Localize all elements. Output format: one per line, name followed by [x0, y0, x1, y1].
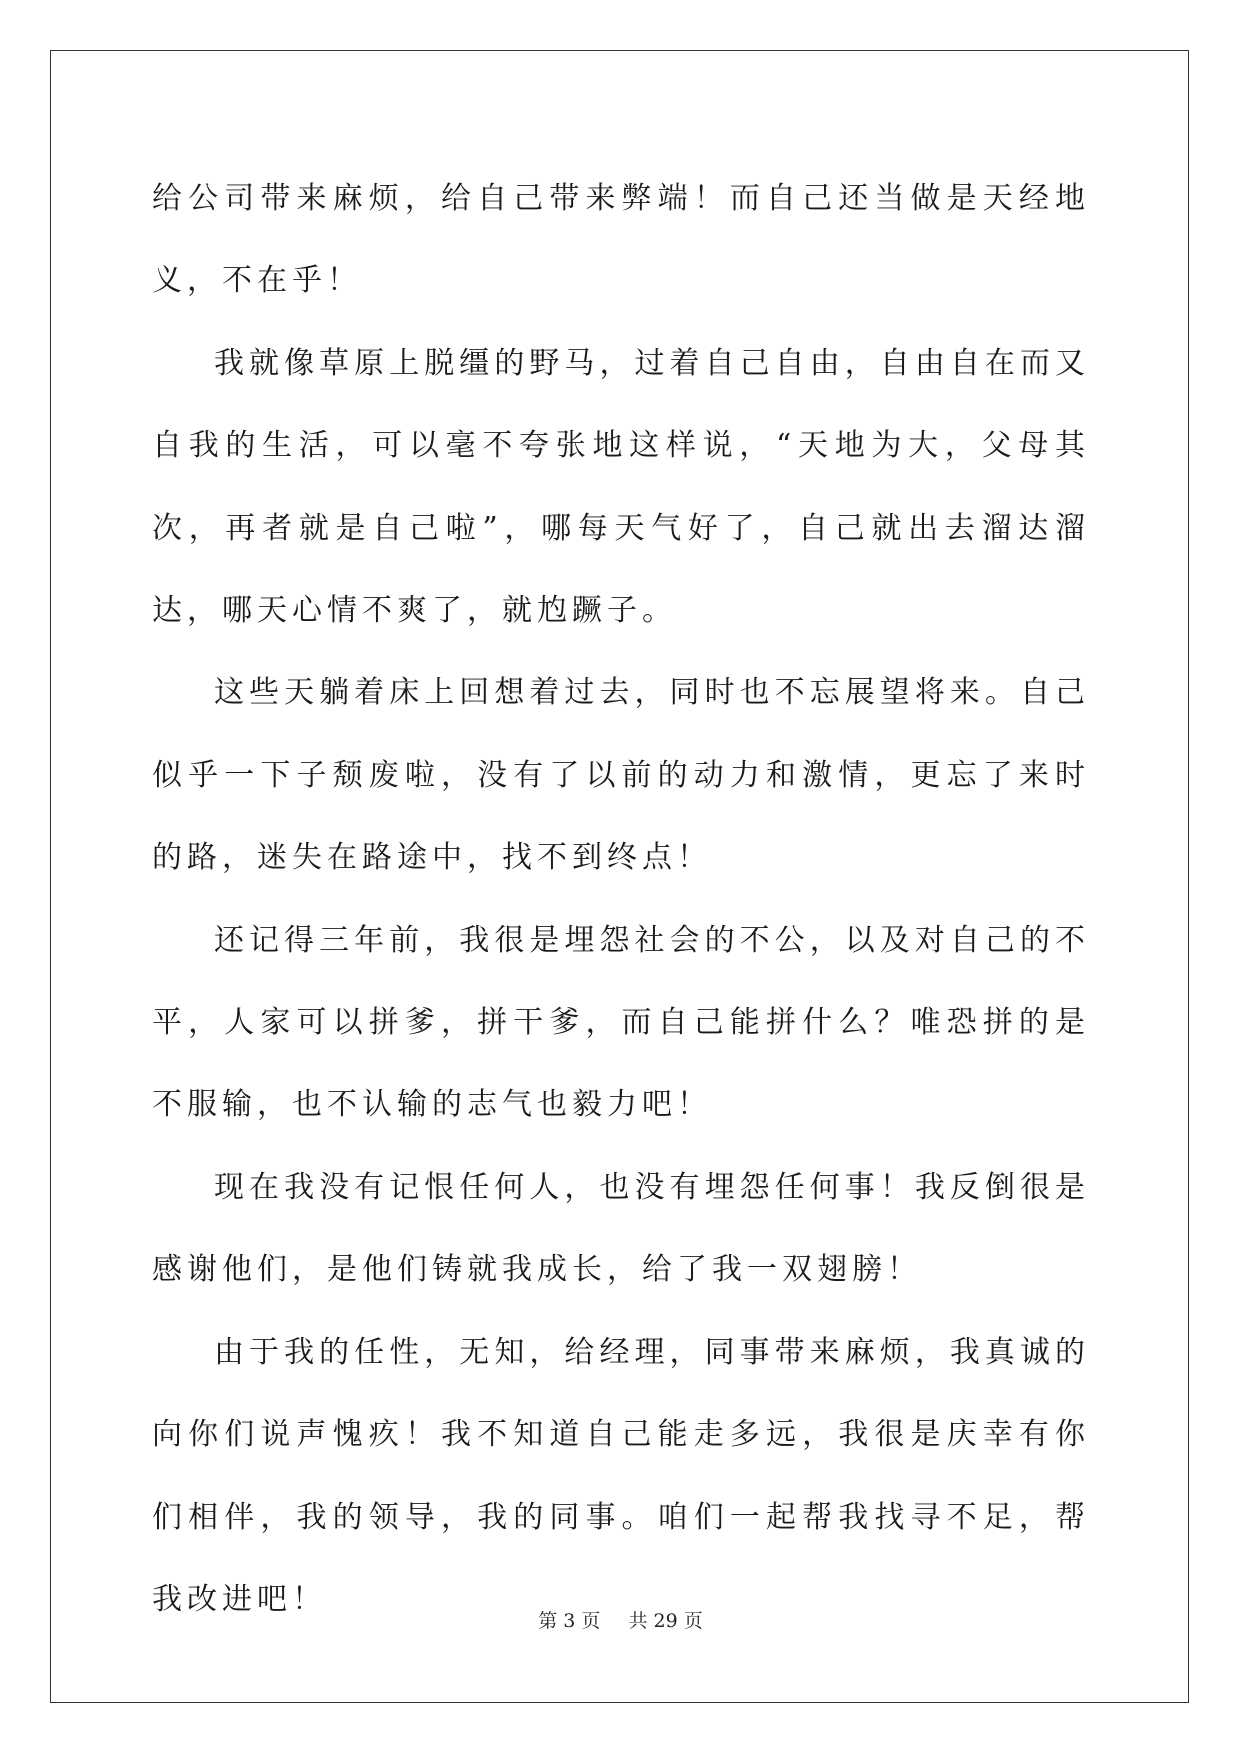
paragraph: 现在我没有记恨任何人，也没有埋怨任何事！我反倒很是感谢他们，是他们铸就我成长，给了我一双翅膀！	[152, 1169, 1090, 1288]
paragraph: 还记得三年前，我很是埋怨社会的不公，以及对自己的不平，人家可以拼爹，拼干爹，而自己能拼什么？唯恐拼的是不服输，也不认输的志气也毅力吧！	[152, 922, 1090, 1123]
paragraph: 由于我的任性，无知，给经理，同事带来麻烦，我真诚的向你们说声愧疚！我不知道自己能走多远，我很是庆幸有你们相伴，我的领导，我的同事。咱们一起帮我找寻不足，帮我改进吧！	[152, 1334, 1090, 1617]
page-total: 共 29 页	[628, 1610, 703, 1632]
page-number: 第 3 页	[538, 1610, 601, 1632]
document-body	[152, 158, 1090, 1641]
paragraph-continued: 给公司带来麻烦，给自己带来弊端！而自己还当做是天经地义，不在乎！	[152, 181, 1090, 299]
paragraph: 我就像草原上脱缰的野马，过着自己自由，自由自在而又自我的生活，可以毫不夸张地这样说，“天地为大，父母其次，再者就是自己啦”，哪每天气好了，自己就出去溜达溜达，哪天心情不爽了，就尥蹶子。	[152, 345, 1090, 629]
paragraph: 这些天躺着床上回想着过去，同时也不忘展望将来。自己似乎一下子颓废啦，没有了以前的动力和激情，更忘了来时的路，迷失在路途中，找不到终点！	[152, 675, 1090, 876]
page-footer	[0, 1606, 1241, 1633]
